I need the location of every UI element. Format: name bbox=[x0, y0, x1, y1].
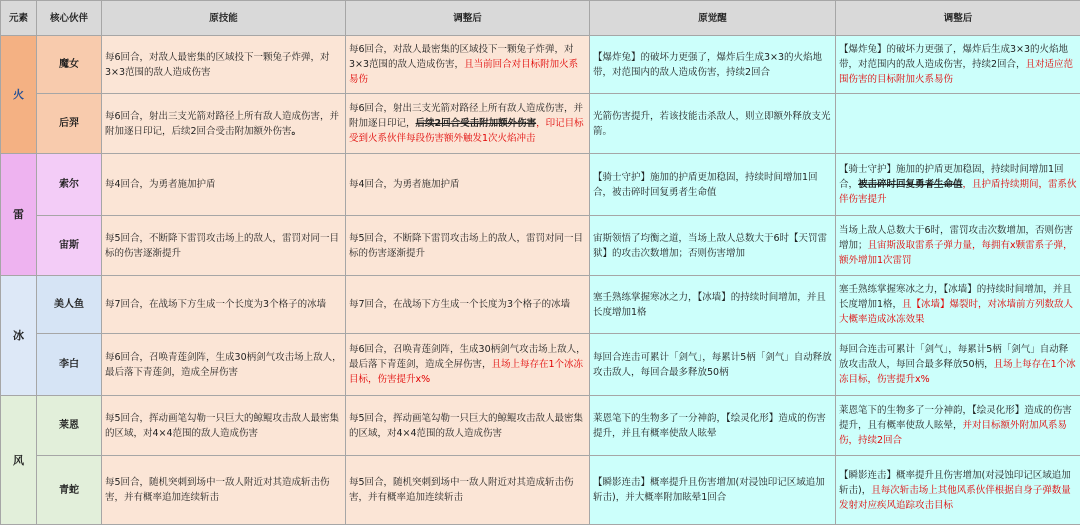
table-row bbox=[1, 36, 1080, 94]
adjusted-text: 【骑士守护】施加的护盾更加稳固，持续时间增加1回合， bbox=[839, 164, 1064, 190]
orig-text: 每6回合，射出三支光箭对路径上所有敌人造成伤害，并附加逐日印记，后续2回合受击附加额外伤害 bbox=[105, 111, 339, 137]
partner-name: 美人鱼 bbox=[37, 276, 102, 334]
adjusted-text: 【爆炸兔】的破坏力更强了，爆炸后生成3×3的火焰地带，对范围内的敌人造成伤害，持续2回合， bbox=[839, 44, 1068, 70]
adjusted-highlight: ，且护盾持续期间，雷系伙伴伤害提升 bbox=[839, 179, 1077, 205]
adjusted-text: 莱恩笔下的生物多了一分神韵，【绘灵化形】造成的伤害提升，且有概率使敌人眩晕， bbox=[839, 405, 1072, 431]
adjusted-highlight: 且场上每存在1个冰冻目标，伤害提升x% bbox=[839, 359, 1076, 385]
table-row bbox=[1, 456, 1080, 525]
orig-awaken-cell: 【爆炸兔】的破坏力更强了，爆炸后生成3×3的火焰地带，对范围内的敌人造成伤害，持续2回合 bbox=[590, 36, 836, 94]
element-fire: 火 bbox=[1, 36, 37, 154]
adjusted-text: 当场上敌人总数大于6时，雷罚攻击次数增加，否则伤害增加； bbox=[839, 225, 1073, 251]
adjusted-highlight: 且每次斩击场上其他风系伙伴根据自身子弹数量发射对应疾风追踪攻击目标 bbox=[839, 485, 1071, 511]
orig-awaken-cell: 莱恩笔下的生物多了一分神韵，【绘灵化形】造成的伤害提升，并且有概率使敌人眩晕 bbox=[590, 396, 836, 456]
element-thunder: 雷 bbox=[1, 154, 37, 276]
adjusted-text: 每6回合，对敌人最密集的区域投下一颗兔子炸弹，对3×3范围的敌人造成伤害， bbox=[349, 44, 574, 70]
orig-awaken-cell: 塞壬熟练掌握寒冰之力，【冰墙】的持续时间增加，并且长度增加1格 bbox=[590, 276, 836, 334]
table-row bbox=[1, 396, 1080, 456]
orig-skill-cell: 每5回合，不断降下雷罚攻击场上的敌人，雷罚对同一目标的伤害逐渐提升 bbox=[102, 216, 346, 276]
adjusted-text: 每回合连击可累计「剑气」，每累计5柄「剑气」自动释放攻击敌人，每回合最多释放50柄， bbox=[839, 344, 1068, 370]
partner-name: 青蛇 bbox=[37, 456, 102, 525]
adjusted-awaken-cell bbox=[836, 456, 1080, 525]
table-row bbox=[1, 216, 1080, 276]
orig-skill-cell bbox=[102, 94, 346, 154]
table-row bbox=[1, 334, 1080, 396]
adjusted-highlight: 且【冰墙】爆裂时，对冰墙前方列数敌人大概率造成冰冻效果 bbox=[839, 299, 1073, 325]
adjusted-awaken-cell bbox=[836, 216, 1080, 276]
partner-name: 李白 bbox=[37, 334, 102, 396]
orig-skill-cell: 每7回合，在战场下方生成一个长度为3个格子的冰墙 bbox=[102, 276, 346, 334]
adjusted-awaken-cell bbox=[836, 36, 1080, 94]
element-wind: 风 bbox=[1, 396, 37, 525]
removed-text: 被击碎时回复勇者生命值 bbox=[858, 179, 963, 190]
orig-skill-cell: 每5回合，挥动画笔勾勒一只巨大的鲸鲲攻击敌人最密集的区域，对4×4范围的敌人造成伤害 bbox=[102, 396, 346, 456]
adjusted-skill-cell: 每5回合，不断降下雷罚攻击场上的敌人，雷罚对同一目标的伤害逐渐提升 bbox=[346, 216, 590, 276]
adjusted-highlight: 并对目标额外附加风系易伤，持续2回合 bbox=[839, 420, 1067, 446]
header-partner: 核心伙伴 bbox=[37, 1, 102, 36]
header-row bbox=[1, 1, 1080, 36]
adjusted-skill-cell: 每4回合，为勇者施加护盾 bbox=[346, 154, 590, 216]
adjusted-awaken-cell bbox=[836, 334, 1080, 396]
header-adjusted-skill: 调整后 bbox=[346, 1, 590, 36]
table-row bbox=[1, 154, 1080, 216]
adjusted-text: 【瞬影连击】概率提升且伤害增加(对浸蚀印记区域追加斩击)， bbox=[839, 470, 1071, 496]
element-ice: 冰 bbox=[1, 276, 37, 396]
adjusted-highlight: 且当前回合对目标附加火系易伤 bbox=[349, 59, 578, 85]
header-orig-awaken: 原觉醒 bbox=[590, 1, 836, 36]
orig-text-end: 。 bbox=[292, 126, 302, 137]
adjusted-highlight: 且场上每存在1个冰冻目标，伤害提升x% bbox=[349, 359, 583, 385]
adjusted-highlight: 且宙斯汲取雷系子弹力量，每拥有x颗雷系子弹，额外增加1次雷罚 bbox=[839, 240, 1073, 266]
partner-name: 魔女 bbox=[37, 36, 102, 94]
adjusted-text: 每6回合，射出三支光箭对路径上所有敌人造成伤害，并附加逐日印记， bbox=[349, 103, 583, 129]
adjusted-highlight: ，印记目标受到火系伙伴每段伤害额外触发1次火焰冲击 bbox=[349, 118, 584, 144]
adjusted-awaken-cell bbox=[836, 396, 1080, 456]
adjusted-text: 每6回合，召唤青莲剑阵，生成30柄剑气攻击场上敌人，最后落下青莲剑，造成全屏伤害， bbox=[349, 344, 586, 370]
table-row bbox=[1, 94, 1080, 154]
orig-skill-cell: 每6回合，对敌人最密集的区域投下一颗兔子炸弹，对3×3范围的敌人造成伤害 bbox=[102, 36, 346, 94]
adjusted-skill-cell bbox=[346, 36, 590, 94]
orig-awaken-cell: 每回合连击可累计「剑气」，每累计5柄「剑气」自动释放攻击敌人，每回合最多释放50柄 bbox=[590, 334, 836, 396]
orig-awaken-cell: 【瞬影连击】概率提升且伤害增加(对浸蚀印记区域追加斩击)，并大概率附加眩晕1回合 bbox=[590, 456, 836, 525]
adjusted-skill-cell bbox=[346, 94, 590, 154]
adjusted-skill-cell: 每5回合，挥动画笔勾勒一只巨大的鲸鲲攻击敌人最密集的区域，对4×4范围的敌人造成伤害 bbox=[346, 396, 590, 456]
adjusted-skill-cell bbox=[346, 334, 590, 396]
header-orig-skill: 原技能 bbox=[102, 1, 346, 36]
header-element: 元素 bbox=[1, 1, 37, 36]
adjusted-awaken-cell bbox=[836, 154, 1080, 216]
partner-name: 宙斯 bbox=[37, 216, 102, 276]
adjusted-awaken-cell bbox=[836, 94, 1080, 154]
adjusted-highlight: 且对适应范围伤害的目标附加火系易伤 bbox=[839, 59, 1073, 85]
orig-awaken-cell: 【骑士守护】施加的护盾更加稳固，持续时间增加1回合，被击碎时回复勇者生命值 bbox=[590, 154, 836, 216]
partner-name: 索尔 bbox=[37, 154, 102, 216]
orig-awaken-cell: 宙斯领悟了均衡之道，当场上敌人总数大于6时【天罚雷狱】的攻击次数增加；否则伤害增加 bbox=[590, 216, 836, 276]
adjusted-skill-cell: 每5回合，随机突刺到场中一敌人附近对其造成斩击伤害，并有概率追加连续斩击 bbox=[346, 456, 590, 525]
partner-name: 莱恩 bbox=[37, 396, 102, 456]
orig-awaken-cell: 光箭伤害提升，若该技能击杀敌人，则立即额外释放支光箭。 bbox=[590, 94, 836, 154]
adjusted-skill-cell: 每7回合，在战场下方生成一个长度为3个格子的冰墙 bbox=[346, 276, 590, 334]
removed-text: 后续2回合受击附加额外伤害 bbox=[416, 118, 537, 129]
orig-skill-cell: 每4回合，为勇者施加护盾 bbox=[102, 154, 346, 216]
adjusted-awaken-cell bbox=[836, 276, 1080, 334]
orig-skill-cell: 每6回合，召唤青莲剑阵，生成30柄剑气攻击场上敌人，最后落下青莲剑，造成全屏伤害 bbox=[102, 334, 346, 396]
partner-name: 后羿 bbox=[37, 94, 102, 154]
table-row bbox=[1, 276, 1080, 334]
adjusted-text: 塞壬熟练掌握寒冰之力，【冰墙】的持续时间增加，并且长度增加1格， bbox=[839, 284, 1072, 310]
orig-skill-cell: 每5回合，随机突刺到场中一敌人附近对其造成斩击伤害，并有概率追加连续斩击 bbox=[102, 456, 346, 525]
header-adjusted-awaken: 调整后 bbox=[836, 1, 1080, 36]
